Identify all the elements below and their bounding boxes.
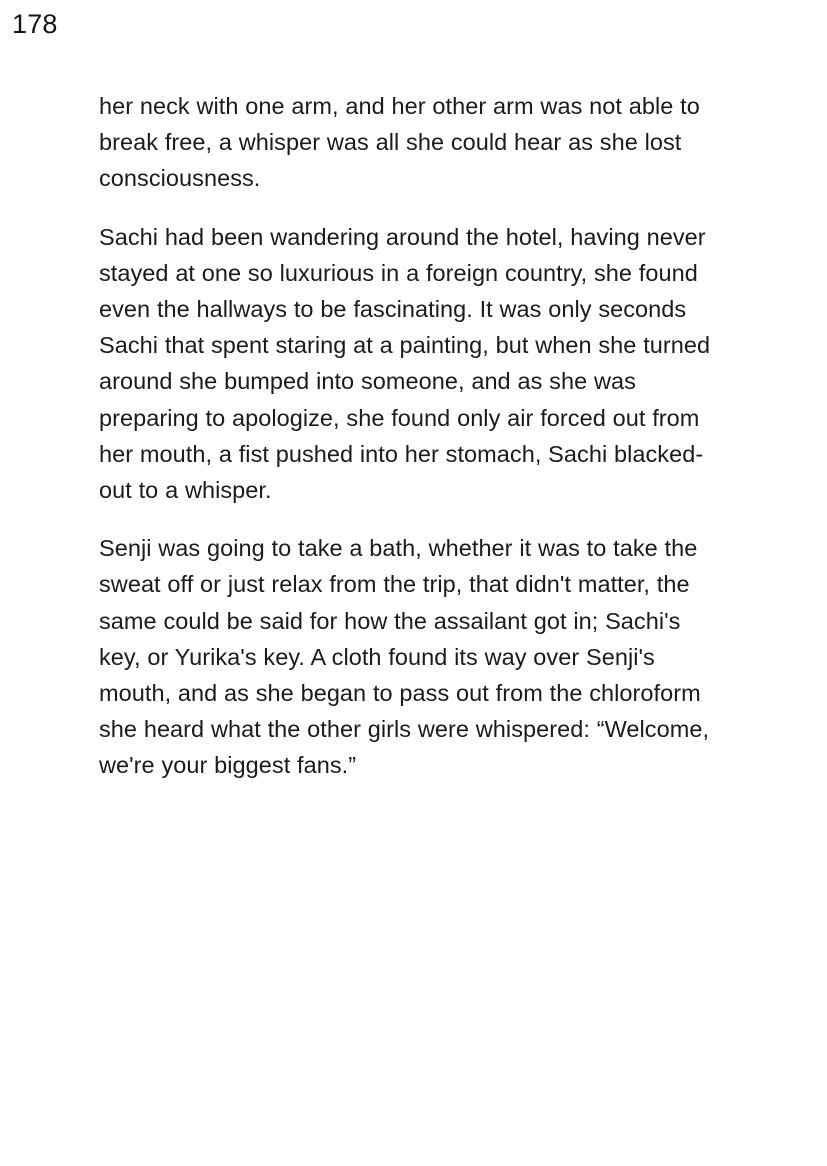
paragraph: her neck with one arm, and her other arm was not able to break free, a whisper was all she could hear as she lost consciousness. xyxy=(99,93,700,192)
paragraph: Senji was going to take a bath, whether it was to take the sweat off or just relax from the trip, that didn't matter, the same could be said for how the assailant got in; Sachi's key, or Yurika's key. A cloth found its way over Senji's mouth, and as she began to pass out from the chloroform she heard what the other girls were whispered: “Welcome, we're your biggest fans.” xyxy=(99,535,710,779)
page-number: 178 xyxy=(12,9,58,39)
paragraph: Sachi had been wandering around the hotel, having never stayed at one so luxurious in a foreign country, she found even the hallways to be fascinating. It was only seconds Sachi that spent staring at a painting, but when she turned around she bumped into someone, and as she was preparing to apologize, she found only air forced out from her mouth, a fist pushed into her stomach, Sachi blacked-out to a whisper. xyxy=(99,223,711,504)
page-body xyxy=(99,88,727,784)
